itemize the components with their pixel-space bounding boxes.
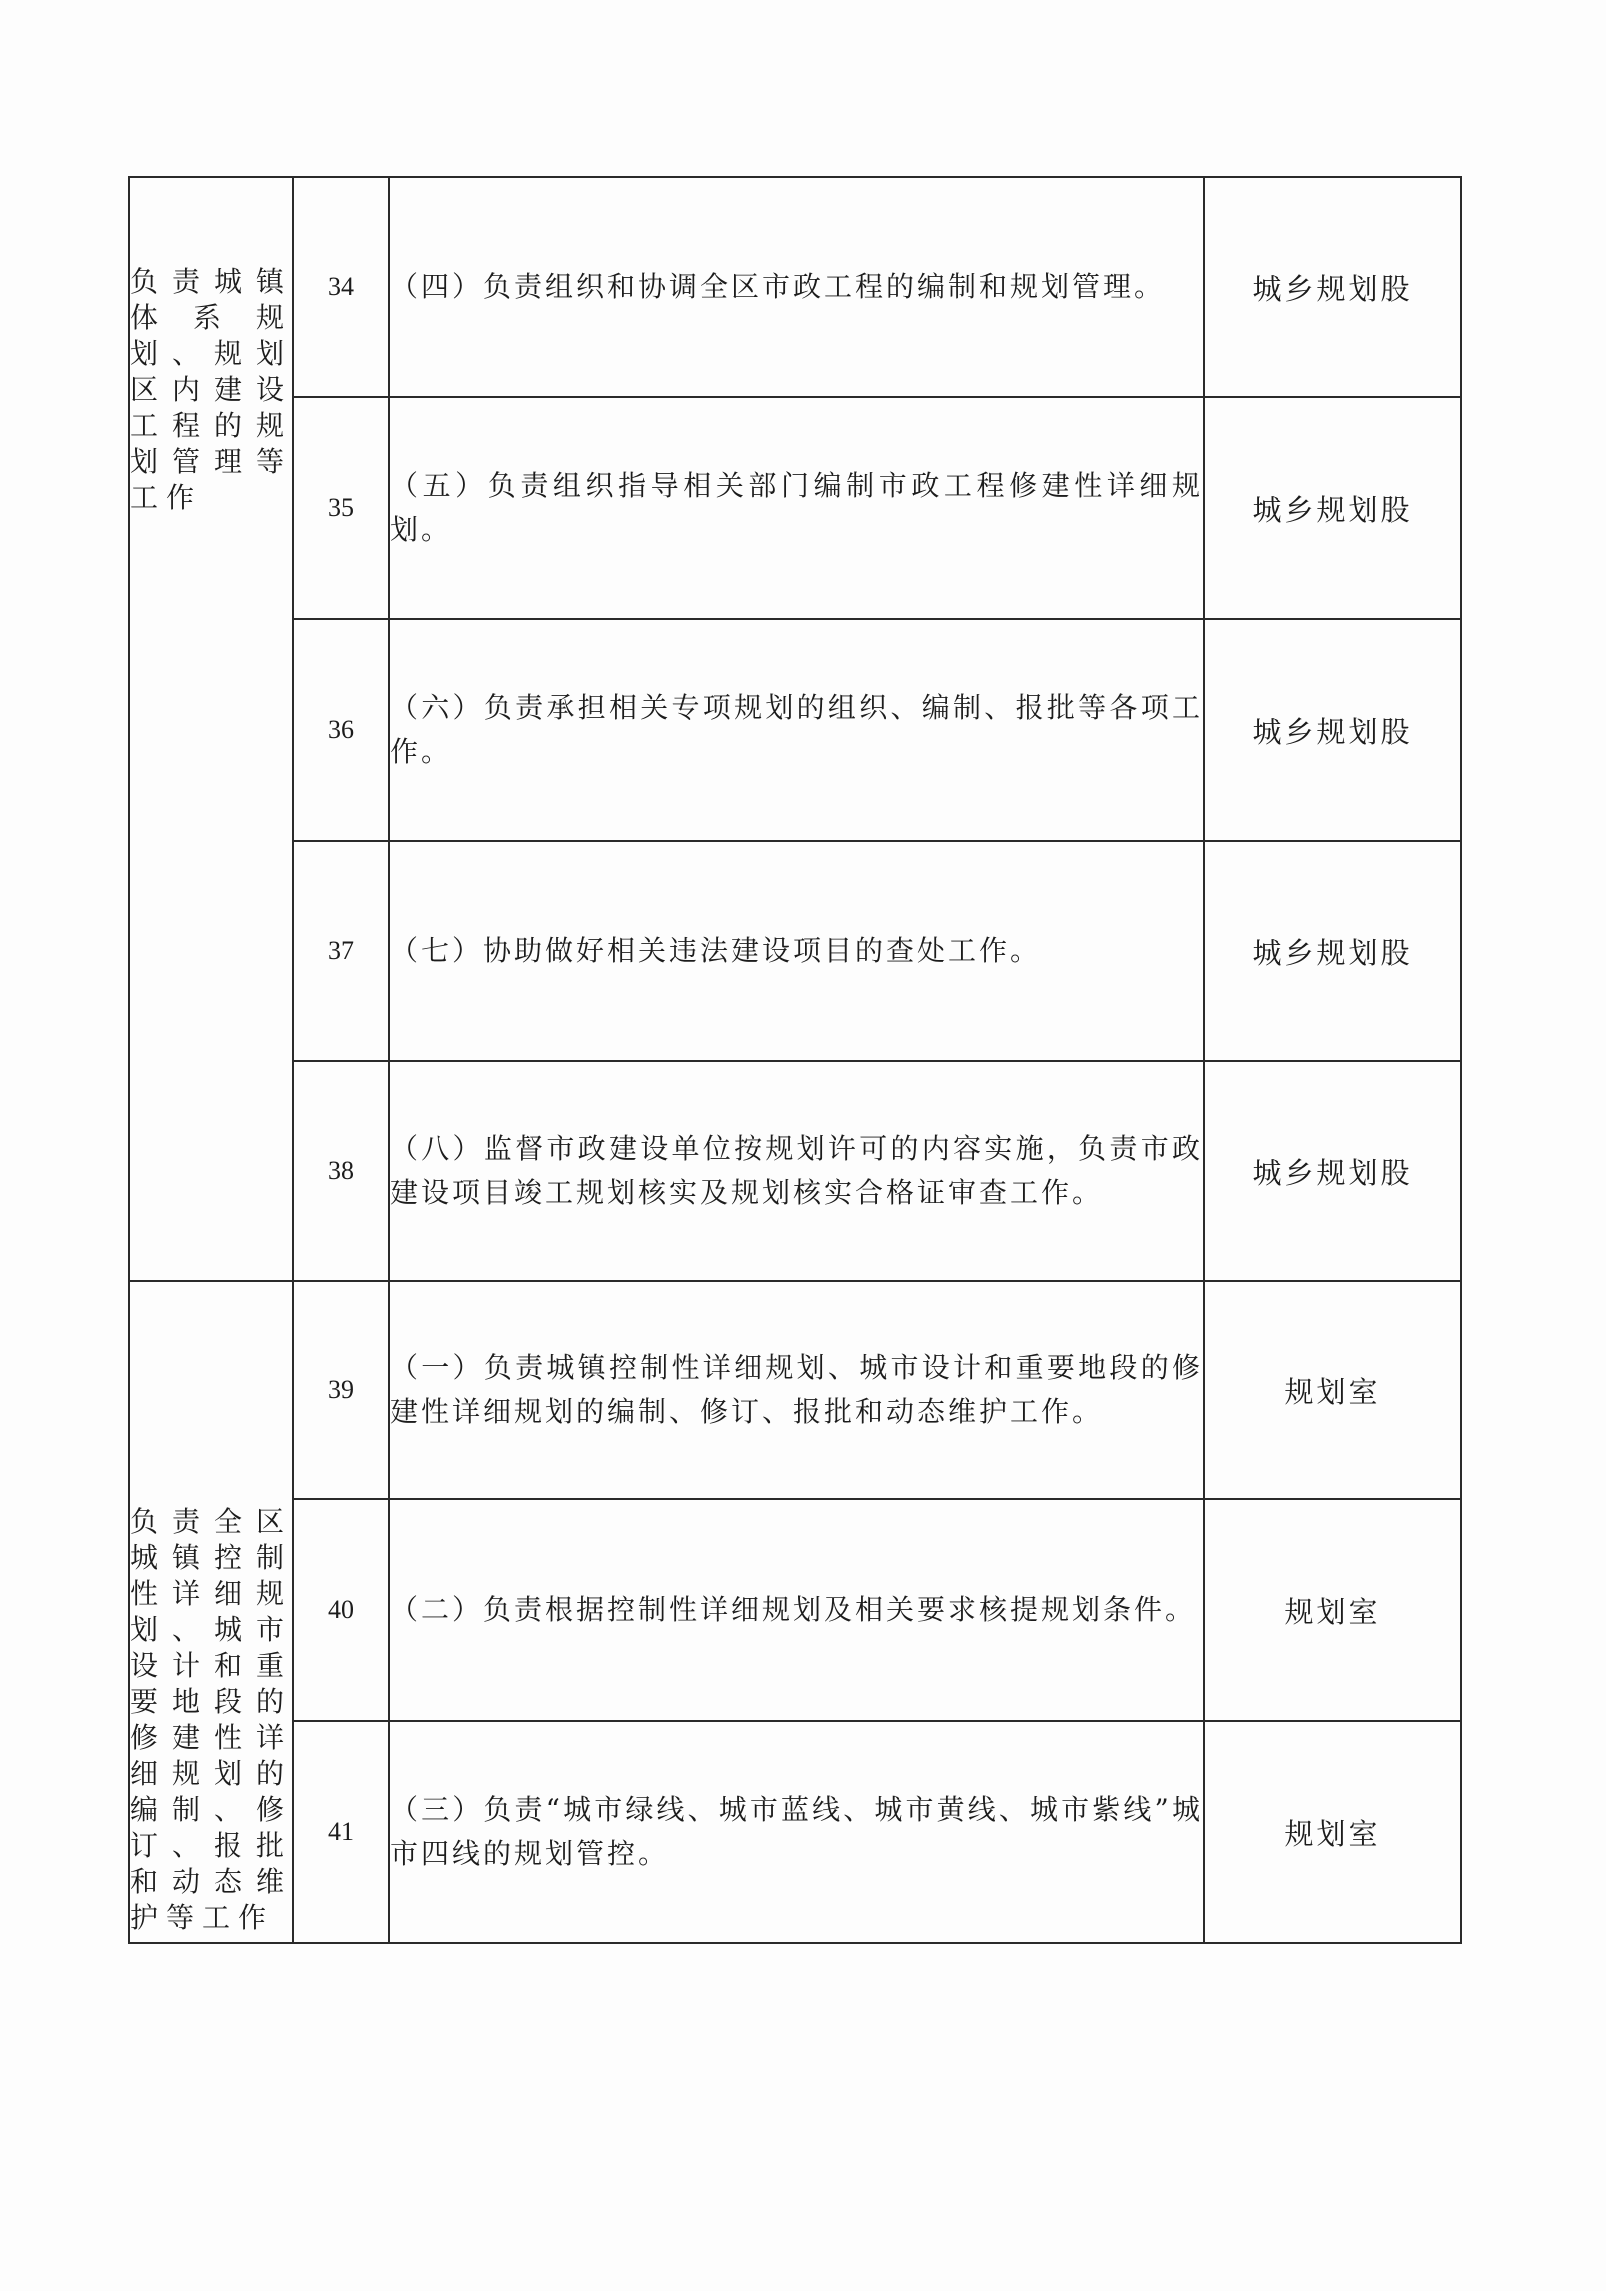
row-number: 40 [293,1499,389,1721]
row-number: 35 [293,397,389,619]
row-number: 38 [293,1061,389,1281]
duty-description: （四）负责组织和协调全区市政工程的编制和规划管理。 [389,177,1204,397]
table-row [129,1721,1461,1943]
row-number: 34 [293,177,389,397]
responsible-department: 城乡规划股 [1204,841,1461,1061]
category-text: 负责城镇体系规划、规划区内建设工程的规划管理等工作 [130,265,292,514]
row-number: 39 [293,1281,389,1499]
table-row [129,397,1461,619]
duty-table [128,176,1462,1944]
responsible-department: 城乡规划股 [1204,619,1461,841]
row-number: 41 [293,1721,389,1943]
duty-description: （五）负责组织指导相关部门编制市政工程修建性详细规划。 [389,397,1204,619]
category-cell [129,1281,293,1943]
responsible-department: 规划室 [1204,1721,1461,1943]
category-text: 负责全区城镇控制性详细规划、城市设计和重要地段的修建性详细规划的编制、修订、报批和动态维护等工作 [130,1505,292,1934]
duty-description: （一）负责城镇控制性详细规划、城市设计和重要地段的修建性详细规划的编制、修订、报批和动态维护工作。 [389,1281,1204,1499]
duty-description: （三）负责“城市绿线、城市蓝线、城市黄线、城市紫线”城市四线的规划管控。 [389,1721,1204,1943]
duty-description: （七）协助做好相关违法建设项目的查处工作。 [389,841,1204,1061]
table-row [129,1499,1461,1721]
duty-description: （八）监督市政建设单位按规划许可的内容实施，负责市政建设项目竣工规划核实及规划核实合格证审查工作。 [389,1061,1204,1281]
table-row [129,841,1461,1061]
responsible-department: 城乡规划股 [1204,177,1461,397]
table-row [129,1061,1461,1281]
responsible-department: 城乡规划股 [1204,397,1461,619]
row-number: 37 [293,841,389,1061]
table-row [129,619,1461,841]
category-cell [129,177,293,1281]
row-number: 36 [293,619,389,841]
table-row [129,1281,1461,1499]
responsible-department: 规划室 [1204,1281,1461,1499]
table-row [129,177,1461,397]
duty-description: （六）负责承担相关专项规划的组织、编制、报批等各项工作。 [389,619,1204,841]
responsible-department: 城乡规划股 [1204,1061,1461,1281]
responsible-department: 规划室 [1204,1499,1461,1721]
duty-description: （二）负责根据控制性详细规划及相关要求核提规划条件。 [389,1499,1204,1721]
